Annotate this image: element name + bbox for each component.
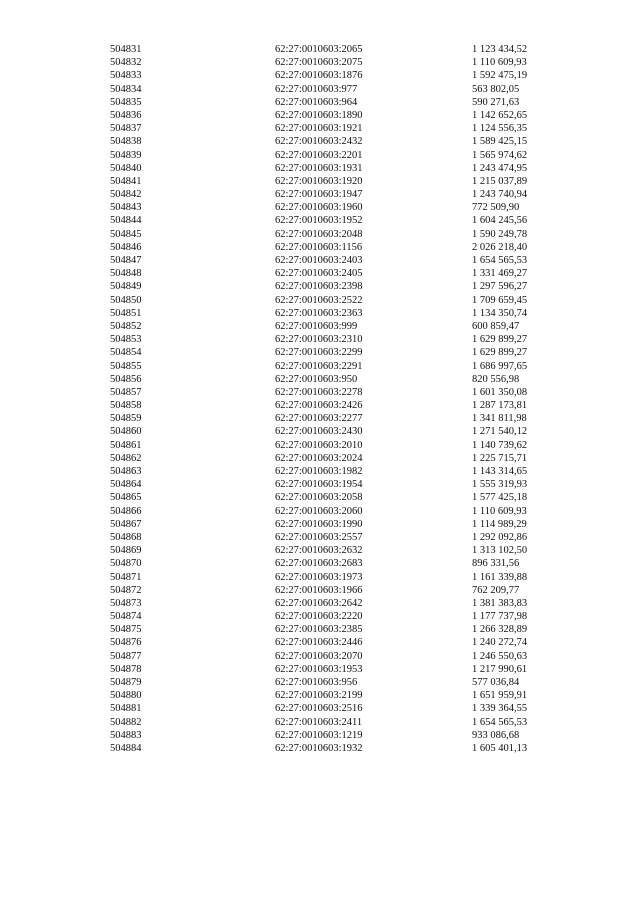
row-number: 504882 [110, 716, 142, 728]
cadastral-value: 1 577 425,18 [472, 492, 528, 504]
table-row [110, 571, 550, 584]
cadastral-value: 1 313 102,50 [472, 545, 528, 557]
row-number: 504871 [110, 571, 142, 583]
cadastral-value: 1 287 173,81 [472, 400, 528, 412]
table-row [110, 122, 550, 135]
cadastral-value: 762 209,77 [472, 584, 520, 596]
cadastral-value: 1 686 997,65 [472, 360, 528, 372]
table-row [110, 149, 550, 162]
cadastral-number: 62:27:0010603:964 [275, 96, 358, 108]
cadastral-value: 1 142 652,65 [472, 109, 528, 121]
cadastral-number: 62:27:0010603:1890 [275, 109, 363, 121]
cadastral-number: 62:27:0010603:2075 [275, 57, 363, 69]
table-row [110, 386, 550, 399]
cadastral-value: 1 243 474,95 [472, 162, 528, 174]
cadastral-value: 933 086,68 [472, 729, 520, 741]
cadastral-value: 1 604 245,56 [472, 215, 528, 227]
table-row [110, 425, 550, 438]
table-row [110, 56, 550, 69]
table-row [110, 557, 550, 570]
row-number: 504865 [110, 492, 142, 504]
row-number: 504861 [110, 439, 142, 451]
cadastral-number: 62:27:0010603:2299 [275, 347, 363, 359]
cadastral-value: 1 589 425,15 [472, 136, 528, 148]
table-row [110, 650, 550, 663]
row-number: 504834 [110, 83, 142, 95]
row-number: 504862 [110, 452, 142, 464]
cadastral-value: 1 177 737,98 [472, 611, 528, 623]
row-number: 504881 [110, 703, 142, 715]
cadastral-number: 62:27:0010603:2522 [275, 294, 363, 306]
row-number: 504845 [110, 228, 142, 240]
cadastral-value: 896 331,56 [472, 558, 520, 570]
cadastral-value: 1 143 314,65 [472, 466, 528, 477]
row-number: 504848 [110, 268, 142, 280]
table-row [110, 69, 550, 82]
cadastral-number: 62:27:0010603:2557 [275, 531, 363, 543]
cadastral-number: 62:27:0010603:2385 [275, 624, 363, 636]
cadastral-number: 62:27:0010603:1219 [275, 729, 363, 741]
table-row [110, 333, 550, 346]
table-row [110, 241, 550, 254]
cadastral-number: 62:27:0010603:2446 [275, 637, 363, 649]
cadastral-number: 62:27:0010603:2220 [275, 611, 363, 623]
row-number: 504855 [110, 360, 142, 372]
row-number: 504850 [110, 294, 142, 306]
table-row [110, 43, 550, 56]
cadastral-value: 1 601 350,08 [472, 386, 528, 398]
cadastral-value: 1 292 092,86 [472, 531, 528, 543]
table-row [110, 623, 550, 636]
cadastral-value: 1 592 475,19 [472, 70, 528, 82]
table-row [110, 201, 550, 214]
cadastral-value: 1 114 989,29 [472, 518, 527, 530]
cadastral-number: 62:27:0010603:2398 [275, 281, 363, 293]
table-row [110, 228, 550, 241]
cadastral-number: 62:27:0010603:1947 [275, 189, 363, 201]
cadastral-value: 1 110 609,93 [472, 57, 527, 69]
table-row [110, 584, 550, 597]
cadastral-number: 62:27:0010603:2430 [275, 426, 363, 438]
table-row [110, 663, 550, 676]
table-row [110, 399, 550, 412]
cadastral-number: 62:27:0010603:2426 [275, 400, 363, 412]
table-row [110, 188, 550, 201]
cadastral-value: 563 802,05 [472, 83, 520, 95]
row-number: 504884 [110, 742, 142, 754]
cadastral-value: 1 124 556,35 [472, 123, 528, 135]
table-row [110, 135, 550, 148]
table-row [110, 373, 550, 386]
cadastral-value: 1 134 350,74 [472, 307, 528, 319]
row-number: 504858 [110, 400, 142, 412]
row-number: 504831 [110, 44, 142, 55]
cadastral-number: 62:27:0010603:2010 [275, 439, 363, 451]
row-number: 504851 [110, 307, 142, 319]
cadastral-number: 62:27:0010603:1921 [275, 123, 363, 135]
table-row [110, 109, 550, 122]
row-number: 504854 [110, 347, 142, 359]
cadastral-value: 1 565 974,62 [472, 149, 528, 161]
row-number: 504836 [110, 109, 142, 121]
cadastral-number: 62:27:0010603:1954 [275, 479, 363, 491]
table-row [110, 412, 550, 425]
cadastral-number: 62:27:0010603:2065 [275, 44, 363, 55]
table-row [110, 214, 550, 227]
table-row [110, 491, 550, 504]
table-row [110, 360, 550, 373]
cadastral-number: 62:27:0010603:2201 [275, 149, 363, 161]
row-number: 504840 [110, 162, 142, 174]
cadastral-value: 1 140 739,62 [472, 439, 528, 451]
table-row [110, 597, 550, 610]
cadastral-number: 62:27:0010603:2683 [275, 558, 363, 570]
row-number: 504868 [110, 531, 142, 543]
cadastral-value-table [110, 43, 550, 755]
cadastral-value: 600 859,47 [472, 320, 520, 332]
table-row [110, 320, 550, 333]
table-row [110, 478, 550, 491]
cadastral-value: 1 123 434,52 [472, 44, 528, 55]
row-number: 504880 [110, 690, 142, 702]
table-row [110, 96, 550, 109]
row-number: 504849 [110, 281, 142, 293]
cadastral-number: 62:27:0010603:2048 [275, 228, 363, 240]
row-number: 504856 [110, 373, 142, 385]
row-number: 504863 [110, 466, 142, 477]
row-number: 504877 [110, 650, 142, 662]
cadastral-number: 62:27:0010603:1973 [275, 571, 363, 583]
cadastral-number: 62:27:0010603:2363 [275, 307, 363, 319]
row-number: 504874 [110, 611, 142, 623]
cadastral-value: 820 556,98 [472, 373, 520, 385]
cadastral-value: 1 341 811,98 [472, 413, 527, 425]
cadastral-value: 1 555 319,93 [472, 479, 528, 491]
cadastral-number: 62:27:0010603:2278 [275, 386, 363, 398]
cadastral-number: 62:27:0010603:2405 [275, 268, 363, 280]
table-row [110, 689, 550, 702]
table-row [110, 716, 550, 729]
table-row [110, 254, 550, 267]
table-row [110, 307, 550, 320]
cadastral-number: 62:27:0010603:2432 [275, 136, 363, 148]
cadastral-number: 62:27:0010603:2199 [275, 690, 363, 702]
cadastral-value: 1 654 565,53 [472, 716, 528, 728]
cadastral-value: 1 271 540,12 [472, 426, 528, 438]
row-number: 504847 [110, 255, 142, 266]
cadastral-value: 1 331 469,27 [472, 268, 528, 280]
cadastral-number: 62:27:0010603:1920 [275, 175, 363, 187]
cadastral-number: 62:27:0010603:2058 [275, 492, 363, 504]
table-row [110, 346, 550, 359]
row-number: 504843 [110, 202, 142, 214]
table-row [110, 175, 550, 188]
cadastral-value: 1 605 401,13 [472, 742, 528, 754]
cadastral-value: 590 271,63 [472, 96, 520, 108]
row-number: 504873 [110, 597, 142, 609]
cadastral-number: 62:27:0010603:2291 [275, 360, 363, 372]
cadastral-number: 62:27:0010603:999 [275, 320, 358, 332]
row-number: 504872 [110, 584, 142, 596]
cadastral-number: 62:27:0010603:1982 [275, 466, 363, 477]
cadastral-value: 1 381 383,83 [472, 597, 528, 609]
cadastral-number: 62:27:0010603:956 [275, 677, 358, 688]
table-row [110, 742, 550, 755]
table-row [110, 518, 550, 531]
row-number: 504852 [110, 320, 142, 332]
cadastral-number: 62:27:0010603:2642 [275, 597, 363, 609]
cadastral-value: 1 709 659,45 [472, 294, 528, 306]
cadastral-value: 1 654 565,53 [472, 255, 528, 266]
cadastral-number: 62:27:0010603:2632 [275, 545, 363, 557]
row-number: 504860 [110, 426, 142, 438]
cadastral-number: 62:27:0010603:950 [275, 373, 358, 385]
cadastral-number: 62:27:0010603:2403 [275, 255, 363, 266]
cadastral-value: 1 266 328,89 [472, 624, 528, 636]
cadastral-number: 62:27:0010603:2310 [275, 334, 363, 346]
row-number: 504864 [110, 479, 142, 491]
table-row [110, 610, 550, 623]
cadastral-value: 1 297 596,27 [472, 281, 528, 293]
cadastral-value: 772 509,90 [472, 202, 520, 214]
cadastral-value: 1 215 037,89 [472, 175, 528, 187]
table-row [110, 676, 550, 689]
cadastral-value: 1 110 609,93 [472, 505, 527, 517]
table-row [110, 439, 550, 452]
row-number: 504859 [110, 413, 142, 425]
cadastral-number: 62:27:0010603:2516 [275, 703, 363, 715]
cadastral-value: 1 590 249,78 [472, 228, 528, 240]
cadastral-number: 62:27:0010603:1960 [275, 202, 363, 214]
row-number: 504842 [110, 189, 142, 201]
cadastral-number: 62:27:0010603:1990 [275, 518, 363, 530]
row-number: 504837 [110, 123, 142, 135]
table-row [110, 267, 550, 280]
row-number: 504870 [110, 558, 142, 570]
table-row [110, 280, 550, 293]
row-number: 504853 [110, 334, 142, 346]
table-row [110, 702, 550, 715]
row-number: 504841 [110, 175, 142, 187]
row-number: 504867 [110, 518, 142, 530]
row-number: 504883 [110, 729, 142, 741]
table-row [110, 452, 550, 465]
row-number: 504875 [110, 624, 142, 636]
table-row [110, 83, 550, 96]
cadastral-number: 62:27:0010603:2024 [275, 452, 363, 464]
row-number: 504866 [110, 505, 142, 517]
table-row [110, 294, 550, 307]
cadastral-value: 1 225 715,71 [472, 452, 528, 464]
cadastral-value: 1 217 990,61 [472, 663, 528, 675]
cadastral-value: 577 036,84 [472, 677, 520, 688]
table-row [110, 505, 550, 518]
cadastral-number: 62:27:0010603:2277 [275, 413, 363, 425]
cadastral-value: 1 161 339,88 [472, 571, 528, 583]
cadastral-number: 62:27:0010603:1931 [275, 162, 363, 174]
cadastral-value: 1 246 550,63 [472, 650, 528, 662]
row-number: 504844 [110, 215, 142, 227]
cadastral-value: 1 339 364,55 [472, 703, 528, 715]
cadastral-value: 1 651 959,91 [472, 690, 528, 702]
cadastral-number: 62:27:0010603:1876 [275, 70, 363, 82]
row-number: 504833 [110, 70, 142, 82]
table-row [110, 636, 550, 649]
row-number: 504878 [110, 663, 142, 675]
table-row [110, 544, 550, 557]
cadastral-value: 1 629 899,27 [472, 334, 528, 346]
cadastral-value: 2 026 218,40 [472, 241, 528, 253]
cadastral-number: 62:27:0010603:2060 [275, 505, 363, 517]
row-number: 504876 [110, 637, 142, 649]
table-row [110, 531, 550, 544]
cadastral-number: 62:27:0010603:1966 [275, 584, 363, 596]
row-number: 504832 [110, 57, 142, 69]
cadastral-number: 62:27:0010603:1932 [275, 742, 363, 754]
row-number: 504839 [110, 149, 142, 161]
table-row [110, 465, 550, 478]
row-number: 504857 [110, 386, 142, 398]
row-number: 504838 [110, 136, 142, 148]
cadastral-value: 1 240 272,74 [472, 637, 528, 649]
row-number: 504879 [110, 677, 142, 688]
table-row [110, 162, 550, 175]
row-number: 504869 [110, 545, 142, 557]
row-number: 504846 [110, 241, 142, 253]
table-row [110, 729, 550, 742]
cadastral-number: 62:27:0010603:2411 [275, 716, 363, 728]
cadastral-number: 62:27:0010603:1953 [275, 663, 363, 675]
cadastral-value: 1 243 740,94 [472, 189, 528, 201]
cadastral-number: 62:27:0010603:1156 [275, 241, 363, 253]
cadastral-value: 1 629 899,27 [472, 347, 528, 359]
row-number: 504835 [110, 96, 142, 108]
cadastral-number: 62:27:0010603:2070 [275, 650, 363, 662]
cadastral-number: 62:27:0010603:1952 [275, 215, 363, 227]
cadastral-number: 62:27:0010603:977 [275, 83, 358, 95]
